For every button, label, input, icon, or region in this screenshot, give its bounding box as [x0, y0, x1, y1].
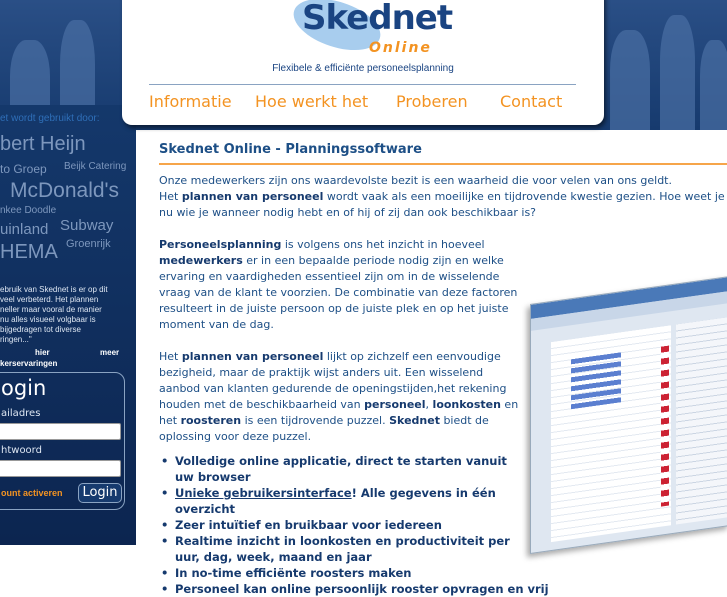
brand: Groenrijk	[66, 238, 111, 250]
nav-contact[interactable]: Contact	[500, 92, 563, 111]
intro-paragraph: Onze medewerkers zijn ons waardevolste bezit is een waarheid die voor velen van ons geldt. Het plannen van personeel wordt vaak als een moeilijke en tijdrovende kwestie gezien. Hoe weet je nu wie je wanneer nodig hebt en of hij of zij dan ook beschikbaar is?	[159, 174, 725, 219]
brand: McDonald's	[10, 179, 120, 202]
more-experiences-link[interactable]: meer	[100, 348, 120, 357]
quote-line: bijgedragen tot diverse	[0, 325, 81, 334]
more-experiences-link[interactable]: hier	[35, 348, 50, 357]
activate-account-link[interactable]: ount activeren	[1, 488, 63, 498]
sidebar	[0, 105, 136, 545]
interface-link[interactable]: Unieke gebruikersinterface	[175, 486, 352, 500]
quote-line: neller maar vooral de manier	[0, 305, 102, 314]
list-item: • Personeel kan online persoonlijk rooster opvragen en vrij	[159, 581, 559, 597]
brand: bert Heijn	[0, 133, 86, 155]
nav-proberen[interactable]: Proberen	[396, 92, 468, 111]
list-item: • Zeer intuïtief en bruikbaar voor iedereen	[159, 517, 519, 533]
nav-hoe-werkt-het[interactable]: Hoe werkt het	[255, 92, 369, 111]
page-title: Skednet Online - Planningssoftware	[159, 142, 727, 165]
silhouette	[610, 30, 650, 130]
tagline: Flexibele & efficiënte personeelsplanning	[272, 63, 454, 74]
header-card	[122, 0, 604, 125]
login-button[interactable]: Login	[78, 483, 122, 503]
password-label: htwoord	[1, 445, 42, 456]
list-item: • In no-time efficiënte roosters maken	[159, 565, 519, 581]
paragraph-planning: Het plannen van personeel lijkt op zichzelf een eenvoudige bezigheid, maar de praktijk wijst anders uit. Een wisselend aanbod van klanten gedurende de openingstijden,het rekening houden met de beschikbaarheid van personeel, loonkosten en het roosteren is een tijdrovende puzzel. Skednet biedt de oplossing voor deze puzzel.	[159, 350, 519, 443]
silhouette	[660, 15, 695, 130]
paragraph-personeelsplanning: Personeelsplanning is volgens ons het inzicht in hoeveel medewerkers er in een bepaalde periode nodig zijn en welke ervaring en vaardigheden essentieel zijn om in de wisselende vraag van de klant te voorzien. De combinatie van deze factoren resulteert in de juiste persoon op de juiste plek en op het juiste moment van de dag.	[159, 238, 518, 331]
app-screenshot	[530, 276, 727, 554]
email-label: ailadres	[1, 408, 41, 419]
logo-subtitle: Online	[369, 40, 432, 56]
nav-informatie[interactable]: Informatie	[149, 92, 232, 111]
brand: Subway	[60, 217, 114, 234]
more-experiences-link[interactable]: kerservaringen	[0, 359, 58, 368]
quote-line: nu alles visueel volgbaar is	[0, 315, 96, 324]
brand: HEMA	[0, 241, 58, 263]
quote-line: ringen..."	[0, 335, 32, 344]
silhouette	[700, 40, 727, 130]
brand: nkee Doodle	[0, 205, 57, 216]
quote-line: ebruik van Skednet is er op dit	[0, 285, 108, 294]
testimonial-quote	[0, 285, 134, 345]
brand: Beijk Catering	[64, 161, 127, 172]
logo[interactable]: Skednet	[302, 0, 453, 38]
list-item: • Volledige online applicatie, direct te starten vanuit uw browser	[159, 453, 519, 485]
password-field[interactable]	[0, 460, 121, 477]
login-box	[0, 372, 125, 510]
list-item: • Unieke gebruikersinterface! Alle gegevens in één overzicht	[159, 485, 519, 517]
email-field[interactable]	[0, 423, 121, 440]
login-title: ogin	[1, 376, 47, 400]
brand: to Groep	[0, 162, 47, 176]
quote-line: veel verbeterd. Het plannen	[0, 295, 99, 304]
brand: uinland	[0, 221, 49, 238]
divider	[149, 84, 576, 85]
used-by-label: et wordt gebruikt door:	[0, 113, 100, 124]
list-item: • Realtime inzicht in loonkosten en productiviteit per uur, dag, week, maand en jaar	[159, 533, 519, 565]
